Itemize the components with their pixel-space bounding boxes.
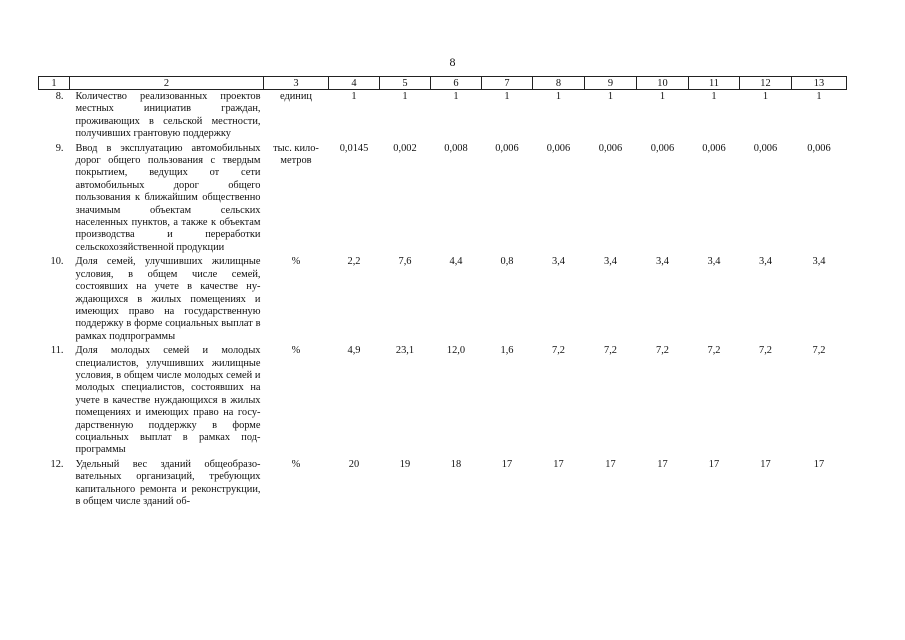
indicator-value: 7,2 (759, 345, 772, 357)
indicator-value: 17 (657, 458, 668, 470)
table-row (39, 457, 847, 509)
indicator-value: 1 (351, 91, 357, 102)
indicator-value: 20 (348, 458, 360, 470)
indicator-value: 3,4 (759, 256, 772, 268)
table-header (39, 77, 847, 90)
table-row (39, 141, 847, 255)
column-header-13: 13 (792, 77, 847, 90)
indicators-table (38, 76, 847, 508)
indicator-value: 7,2 (552, 345, 565, 357)
indicator-value: 0,8 (500, 256, 514, 268)
indicator-value: 17 (813, 458, 825, 470)
indicator-name: Доля молодых семей и молодых специалистов, улучшивших жилищные условия, в общем числе молодых семей и молодых специалистов, состоявших на учете в качестве нуждающихся в жилых помещениях и имеющих право на государственную поддержку в форме социальных выплат в рамках подпрограммы (75, 345, 261, 456)
indicator-value: 0,008 (444, 142, 468, 154)
indicator-value: 3,4 (656, 256, 669, 268)
column-header-8: 8 (533, 77, 585, 90)
column-header-2: 2 (70, 77, 264, 90)
indicator-value: 7,2 (812, 345, 826, 357)
row-number: 9. (55, 142, 64, 154)
indicator-name: Ввод в эксплуатацию автомобильных дорог общего пользования с твердым покрытием, ведущих от сети автомобильных дорог общего пользования к ближайшим общественно значимым объектам сельских населенных пунктов, а также к объектам производства и переработки сельскохозяйственной продукции (75, 142, 261, 253)
indicator-name: Доля семей, улучшивших жилищные условия, в общем числе семей, состоявших на учете в качестве нуждающихся в жилых помещениях и имеющих право на государственную поддержку в форме социальных выплат в рамках подпрограммы (75, 256, 261, 342)
page-number: 8 (449, 55, 456, 69)
column-header-1: 1 (39, 77, 70, 90)
indicator-value: 0,006 (807, 142, 831, 154)
indicator-value: 17 (708, 458, 720, 470)
indicator-value: 3,4 (812, 256, 826, 268)
row-number: 8. (55, 91, 64, 102)
table-row (39, 254, 847, 343)
column-header-6: 6 (431, 77, 482, 90)
unit-of-measure: тыс. километров (273, 142, 319, 167)
table-row (39, 343, 847, 457)
indicator-value: 0,006 (546, 142, 571, 154)
unit-of-measure: единиц (279, 91, 312, 102)
indicator-value: 1 (504, 91, 510, 102)
column-header-11: 11 (689, 77, 740, 90)
row-number: 11. (50, 345, 64, 357)
indicator-value: 4,4 (449, 256, 463, 268)
row-number: 12. (50, 458, 64, 470)
indicator-value: 0,006 (702, 142, 726, 154)
indicator-value: 1,6 (500, 345, 514, 357)
indicator-value: 12,0 (446, 345, 466, 357)
indicator-value: 19 (399, 458, 411, 470)
column-header-3: 3 (264, 77, 329, 90)
indicator-value: 0,006 (650, 142, 675, 154)
indicator-value: 0,0145 (339, 142, 369, 154)
indicator-value: 7,2 (707, 345, 721, 357)
indicator-value: 3,4 (604, 256, 617, 268)
indicator-value: 18 (450, 458, 462, 470)
column-header-4: 4 (329, 77, 380, 90)
indicator-value: 7,6 (398, 256, 412, 268)
indicator-value: 17 (605, 458, 616, 470)
indicator-value: 1 (762, 91, 769, 102)
indicator-value: 1 (659, 91, 666, 102)
header-row (39, 77, 847, 90)
indicator-value: 0,006 (495, 142, 519, 154)
column-header-12: 12 (740, 77, 792, 90)
column-header-9: 9 (585, 77, 637, 90)
indicator-value: 2,2 (347, 256, 361, 268)
indicator-value: 1 (711, 91, 717, 102)
indicator-value: 1 (453, 91, 459, 102)
indicator-value: 1 (607, 91, 614, 102)
indicator-value: 7,2 (604, 345, 617, 357)
indicator-value: 1 (402, 91, 408, 102)
row-number: 10. (50, 256, 64, 268)
indicator-value: 3,4 (707, 256, 721, 268)
indicator-value: 0,006 (598, 142, 623, 154)
indicator-value: 3,4 (552, 256, 565, 268)
indicator-name: Количество реализованных проектов местных инициатив граждан, проживающих в сельской местности, получивших грантовую поддержку (75, 91, 261, 140)
column-header-10: 10 (637, 77, 689, 90)
indicator-value: 7,2 (656, 345, 669, 357)
indicator-value: 0,002 (393, 142, 417, 154)
indicator-value: 17 (760, 458, 771, 470)
column-header-5: 5 (380, 77, 431, 90)
unit-of-measure: % (291, 345, 301, 357)
table-body (39, 90, 847, 509)
indicator-value: 1 (555, 91, 562, 102)
indicator-value: 1 (816, 91, 822, 102)
indicator-name: Удельный вес зданий общеобразовательных организаций, требующих капитального ремонта и реконструкции, в общем числе зданий об- (75, 458, 261, 507)
unit-of-measure: % (291, 256, 301, 268)
indicator-value: 23,1 (395, 345, 415, 357)
column-header-7: 7 (482, 77, 533, 90)
indicator-value: 17 (553, 458, 564, 470)
indicator-value: 0,006 (753, 142, 778, 154)
table-row (39, 90, 847, 141)
unit-of-measure: % (291, 458, 301, 470)
indicator-value: 17 (501, 458, 513, 470)
indicator-value: 4,9 (347, 345, 361, 357)
